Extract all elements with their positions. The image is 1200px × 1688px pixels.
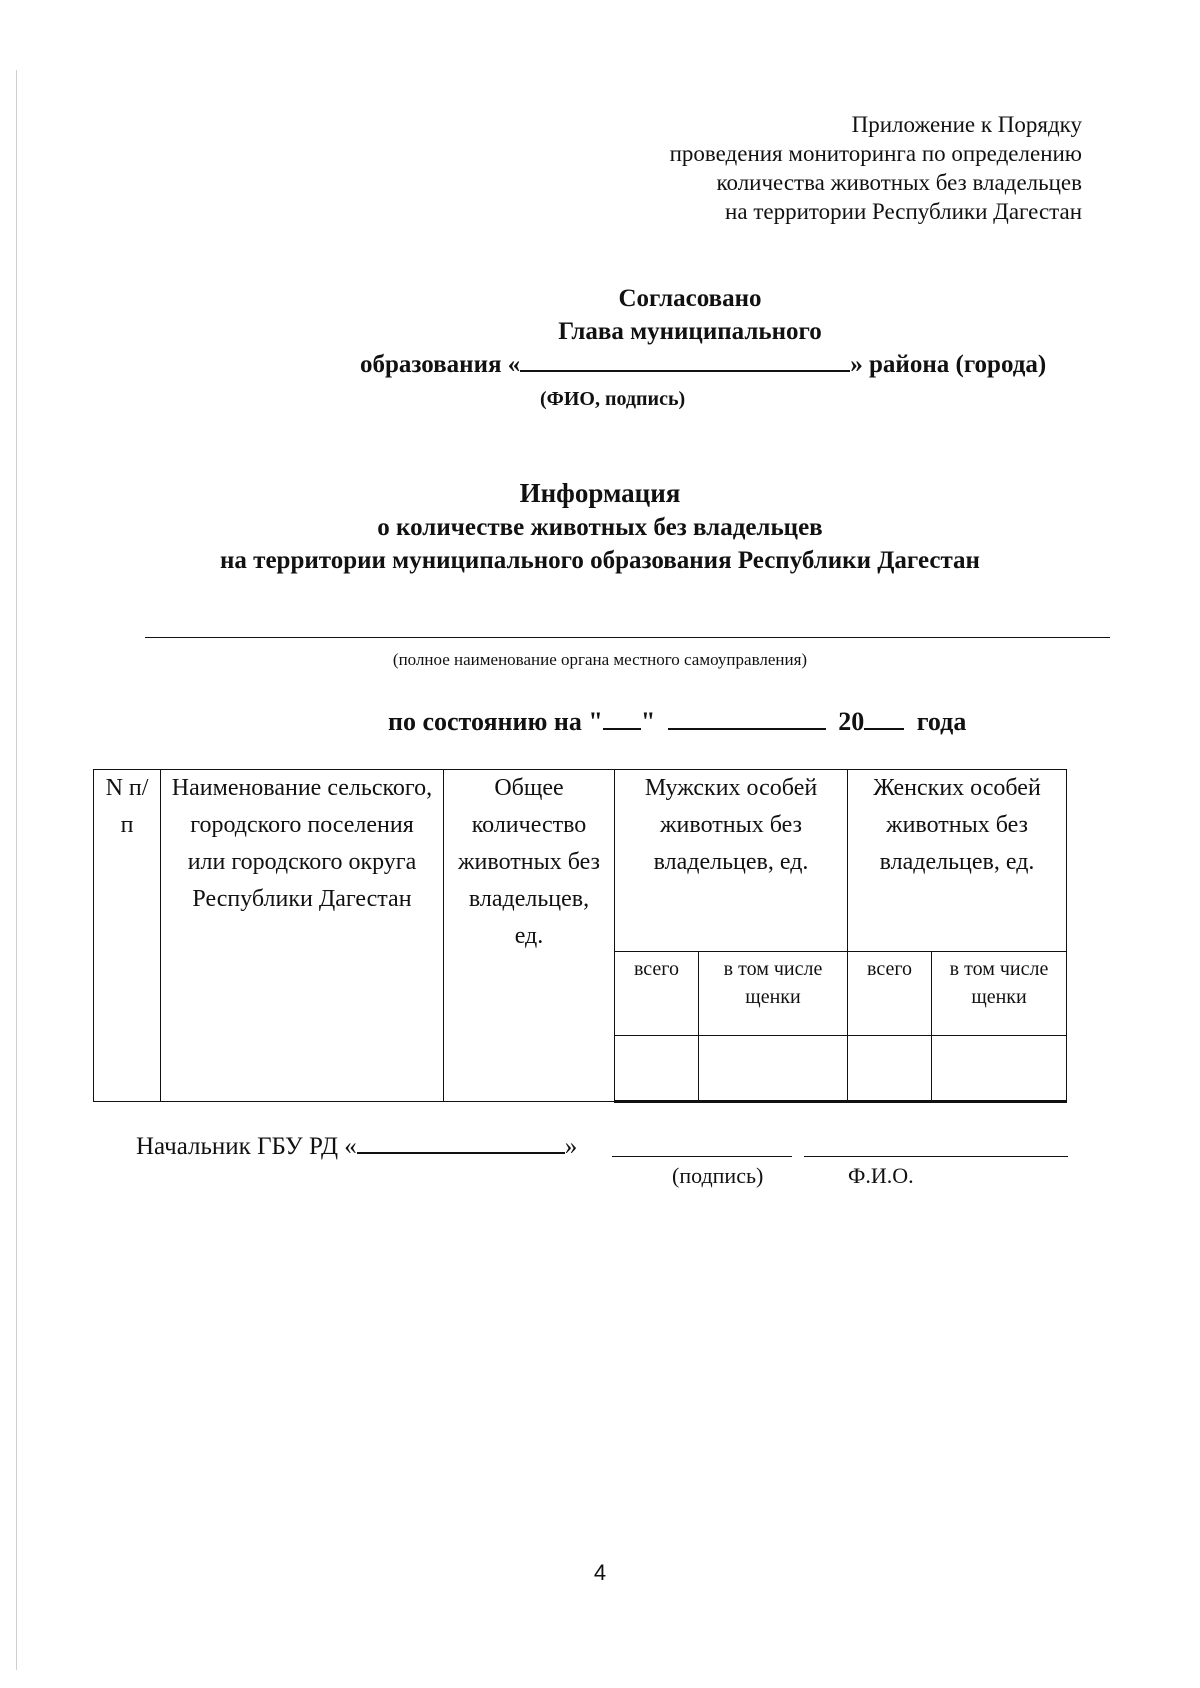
male-puppies-header: в том числе щенки: [699, 952, 848, 1036]
status-suffix: года: [916, 707, 967, 736]
fio-blank[interactable]: [804, 1156, 1068, 1157]
male-puppies-cell[interactable]: [699, 1036, 848, 1102]
male-total-cell[interactable]: [615, 1036, 699, 1102]
header-male: Мужских особей животных без владельцев, ед.: [615, 770, 848, 952]
document-subtitle-1: о количестве животных без владельцев: [377, 514, 823, 541]
status-prefix: по состоянию на ": [388, 707, 603, 736]
animals-table: [93, 769, 1067, 1103]
header-settlement-name: Наименование сельского, городского поселения или городского округа Республики Дагестан: [161, 770, 444, 1102]
signature-blank[interactable]: [612, 1156, 792, 1157]
chief-prefix: Начальник ГБУ РД «: [136, 1133, 357, 1160]
appendix-line-1: Приложение к Порядку: [851, 112, 1082, 137]
male-total-header: всего: [615, 952, 699, 1036]
appendix-line-3: количества животных без владельцев: [716, 170, 1082, 195]
header-number: N п/п: [94, 770, 161, 1102]
header-female: Женских особей животных без владельцев, ед.: [848, 770, 1067, 952]
formation-suffix: » района (города): [850, 351, 1047, 378]
approval-title: Согласовано: [618, 285, 762, 312]
approval-formation: [360, 351, 1200, 379]
status-date-line: [388, 707, 966, 737]
approval-position: Глава муниципального: [558, 318, 822, 345]
organ-caption: (полное наименование органа местного самоуправления): [392, 650, 808, 669]
appendix-line-2: проведения мониторинга по определению: [669, 141, 1082, 166]
female-puppies-cell[interactable]: [932, 1036, 1067, 1102]
year-prefix: 20: [838, 707, 865, 736]
formation-prefix: образования «: [360, 351, 521, 378]
year-blank[interactable]: [864, 728, 904, 730]
formation-name-blank[interactable]: [520, 370, 850, 372]
day-blank[interactable]: [603, 728, 641, 730]
female-puppies-header: в том числе щенки: [932, 952, 1067, 1036]
institution-name-blank[interactable]: [357, 1152, 565, 1154]
approval-fio-caption: (ФИО, подпись): [540, 388, 686, 410]
chief-suffix: »: [564, 1133, 578, 1160]
document-title: Информация: [519, 478, 681, 508]
organ-name-blank[interactable]: [145, 637, 1110, 638]
header-total-animals: Общее количество животных без владельцев, ед.: [444, 770, 615, 1102]
chief-signature-line: [136, 1133, 577, 1161]
status-quote: ": [640, 707, 656, 736]
appendix-line-4: на территории Республики Дагестан: [725, 199, 1082, 224]
appendix-note: [562, 110, 1082, 226]
female-total-header: всего: [848, 952, 932, 1036]
female-total-cell[interactable]: [848, 1036, 932, 1102]
fio-caption: Ф.И.О.: [848, 1163, 914, 1188]
page-number: 4: [593, 1560, 607, 1585]
document-subtitle-2: на территории муниципального образования Республики Дагестан: [220, 547, 980, 574]
signature-caption: (подпись): [672, 1163, 764, 1188]
month-blank[interactable]: [668, 728, 826, 730]
